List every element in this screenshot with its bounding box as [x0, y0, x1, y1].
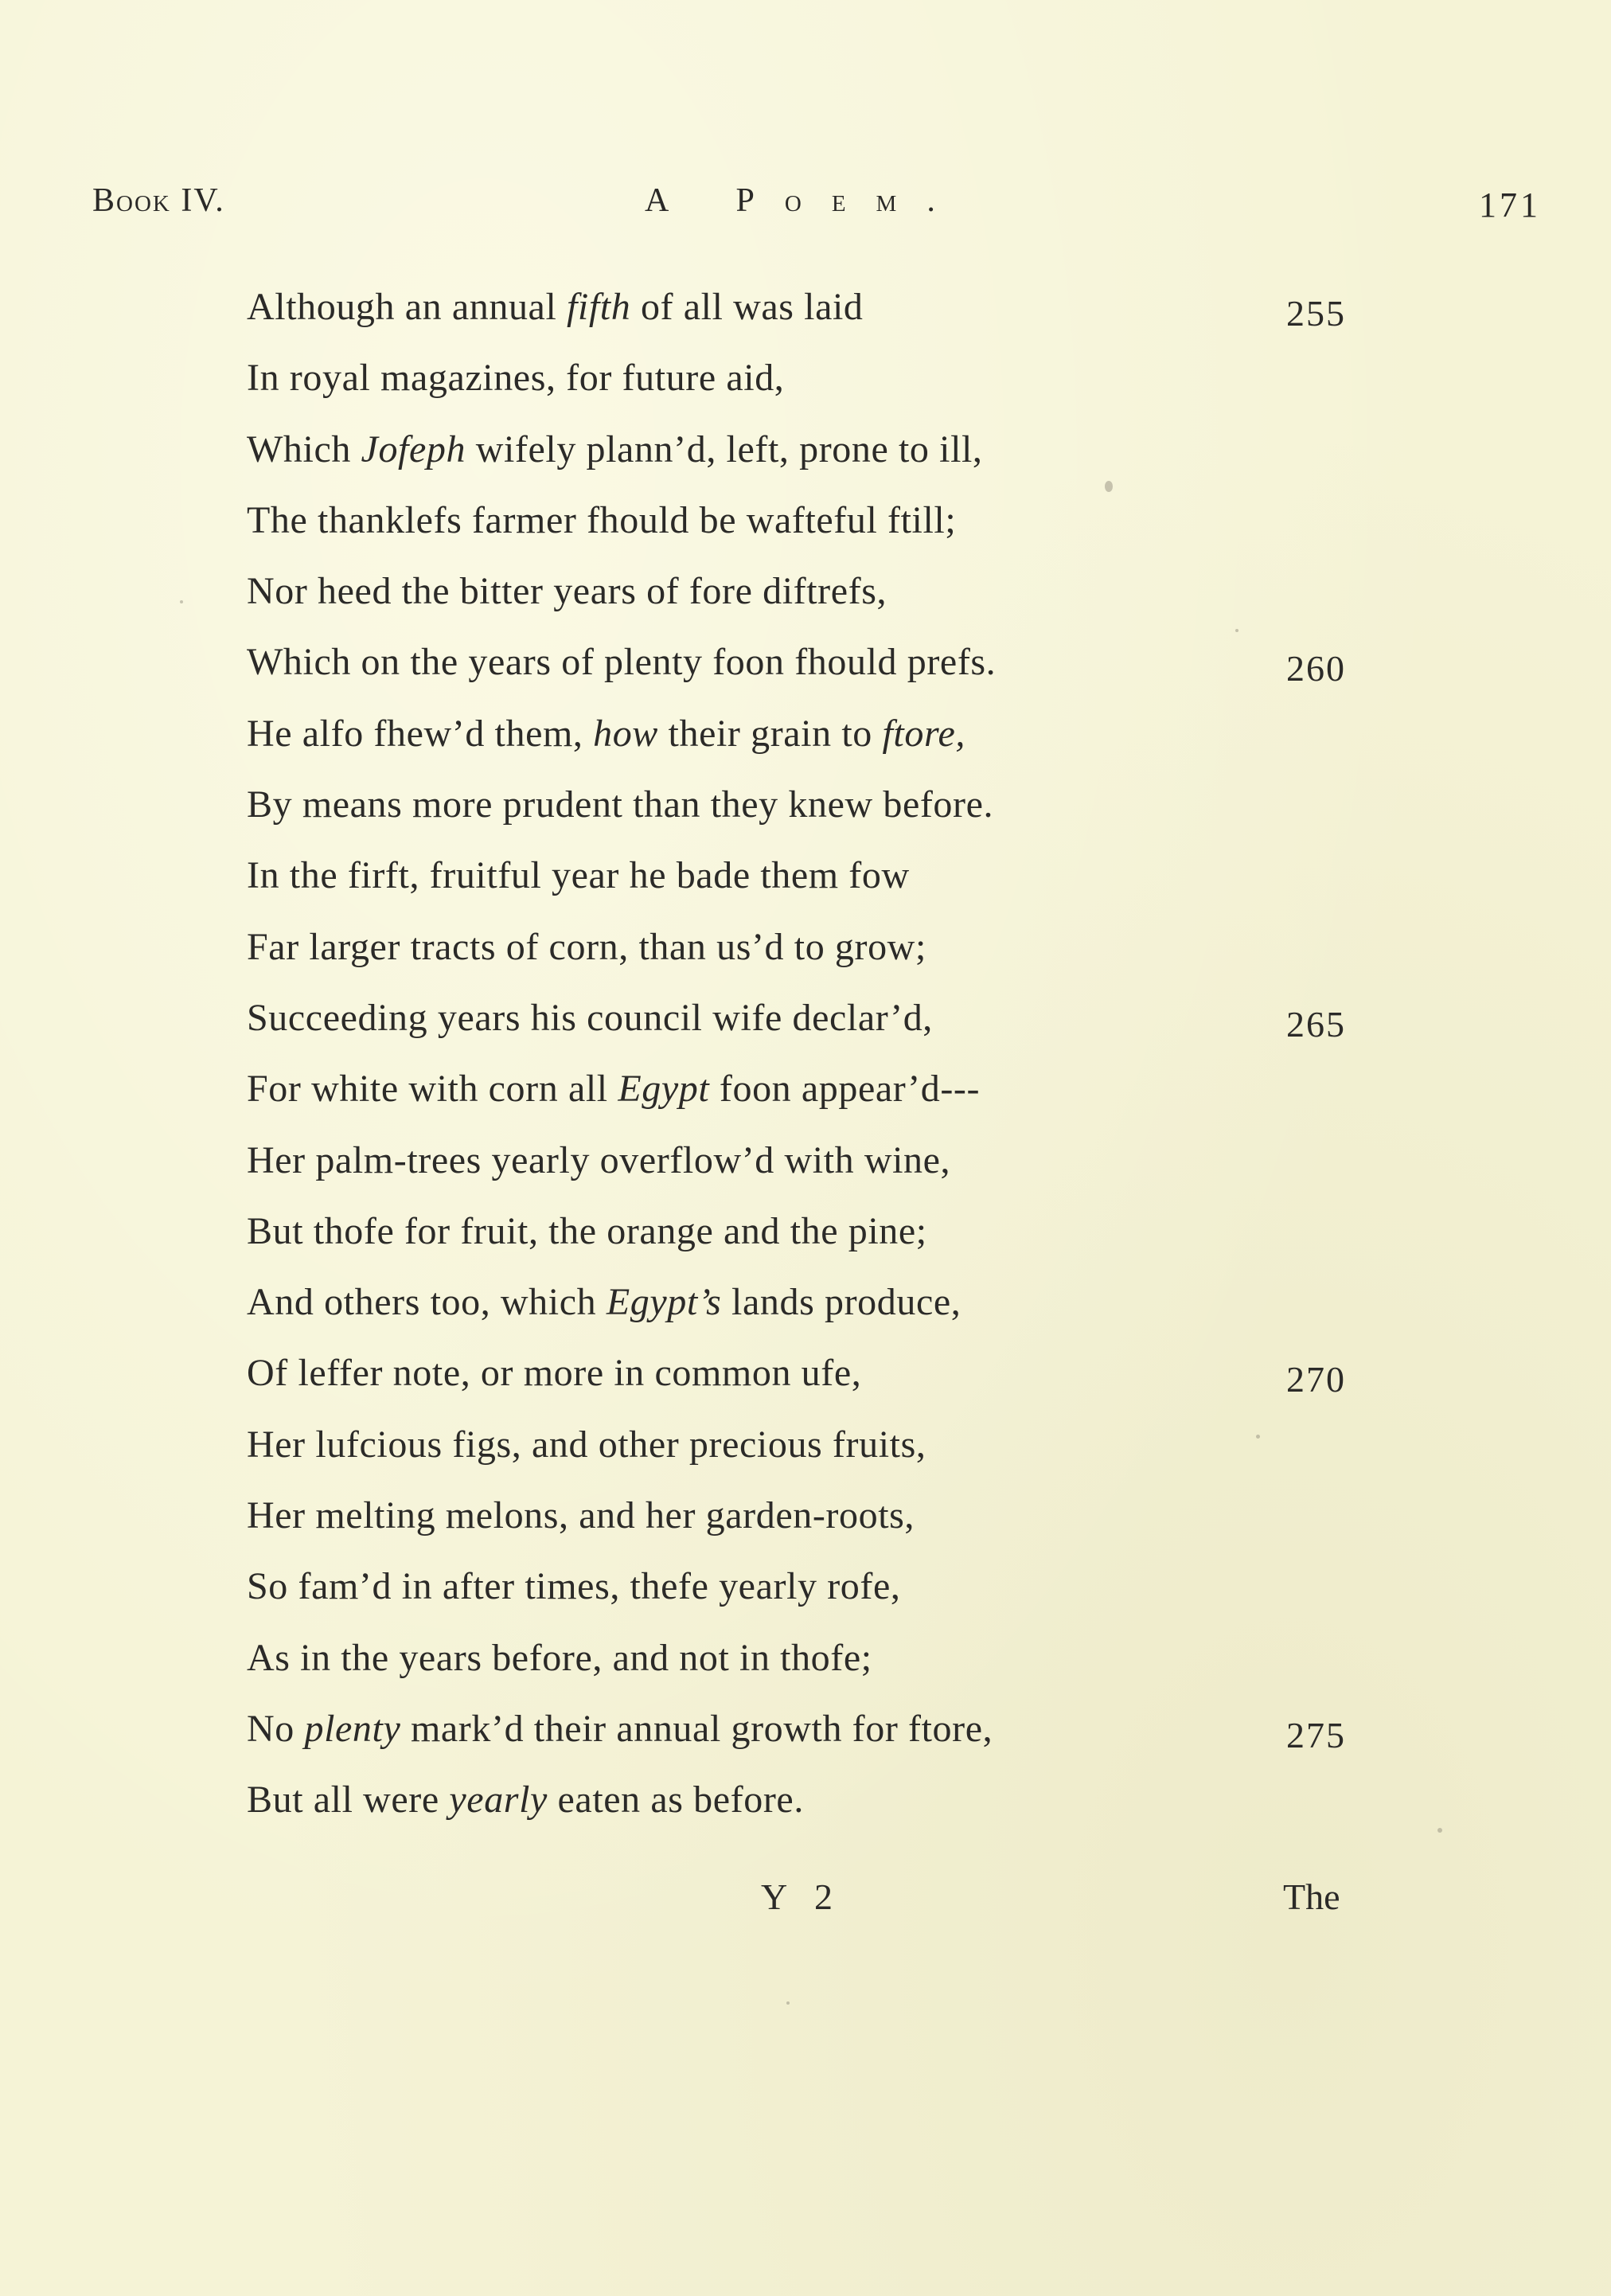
- running-header: [0, 182, 1611, 237]
- verse-text: As in the years before, and not in thofe;: [247, 1636, 872, 1679]
- paper-speck: [786, 2001, 790, 2005]
- paper-speck: [1256, 1435, 1260, 1439]
- verse-text: In royal magazines, for future aid,: [247, 357, 785, 400]
- book-word: Book: [92, 182, 171, 219]
- verse-line: [0, 568, 1611, 638]
- verse-line: [0, 1349, 1611, 1420]
- verse-line: [0, 354, 1611, 425]
- verse-text: The thanklefs farmer fhould be wafteful ftill;: [247, 498, 957, 541]
- verse-text: For white with corn all Egypt foon appear’d---: [247, 1068, 981, 1111]
- verse-line: [0, 283, 1611, 354]
- italic-word: ftore,: [882, 712, 965, 755]
- paper-speck: [180, 600, 183, 603]
- verse-line: [0, 923, 1611, 994]
- paper-speck: [1235, 629, 1238, 632]
- verse-text: Nor heed the bitter years of fore diftrefs,: [247, 570, 887, 613]
- verse-line: [0, 1208, 1611, 1279]
- italic-word: Egypt’s: [606, 1281, 722, 1324]
- verse-line: [0, 638, 1611, 709]
- verse-text: By means more prudent than they knew before.: [247, 783, 994, 826]
- italic-word: Jofeph: [361, 428, 466, 471]
- poem-body: [0, 283, 1611, 1848]
- verse-line: [0, 497, 1611, 568]
- verse-text: And others too, which Egypt’s lands produce,: [247, 1281, 962, 1324]
- page-number: 171: [1479, 185, 1541, 225]
- verse-line: [0, 426, 1611, 497]
- paper-speck: [1105, 481, 1113, 492]
- verse-line: [0, 781, 1611, 852]
- verse-line: [0, 852, 1611, 923]
- italic-word: yearly: [449, 1779, 548, 1822]
- page-footer: [0, 1876, 1611, 1931]
- verse-text: Succeeding years his council wife declar’d,: [247, 996, 933, 1039]
- italic-word: fifth: [567, 286, 631, 328]
- verse-text: Far larger tracts of corn, than us’d to grow;: [247, 925, 926, 968]
- catchword: The: [1283, 1876, 1340, 1917]
- verse-line: [0, 1065, 1611, 1136]
- italic-word: plenty: [304, 1707, 401, 1750]
- verse-line: [0, 710, 1611, 781]
- verse-line: [0, 1137, 1611, 1208]
- line-number: 275: [1286, 1714, 1346, 1755]
- verse-text: Her melting melons, and her garden-roots,: [247, 1494, 915, 1537]
- italic-word: how: [593, 712, 658, 755]
- verse-text: No plenty mark’d their annual growth for ftore,: [247, 1707, 993, 1750]
- signature-mark: Y 2: [761, 1876, 843, 1917]
- line-number: 260: [1286, 648, 1346, 689]
- verse-line: [0, 1776, 1611, 1847]
- italic-word: Egypt: [618, 1068, 710, 1111]
- verse-line: [0, 1492, 1611, 1563]
- book-label: [92, 182, 225, 220]
- line-number: 255: [1286, 293, 1346, 334]
- paper-speck: [1437, 1828, 1442, 1833]
- verse-line: [0, 1705, 1611, 1776]
- verse-line: [0, 1421, 1611, 1492]
- line-number: 265: [1286, 1003, 1346, 1045]
- verse-line: [0, 1634, 1611, 1705]
- verse-text: Her lufcious figs, and other precious fruits,: [247, 1423, 926, 1466]
- verse-text: So fam’d in after times, thefe yearly rofe,: [247, 1565, 901, 1608]
- verse-line: [0, 1279, 1611, 1349]
- line-number: 270: [1286, 1359, 1346, 1400]
- verse-text: Which on the years of plenty foon fhould prefs.: [247, 641, 997, 684]
- verse-text: He alfo fhew’d them, how their grain to ftore,: [247, 712, 965, 755]
- verse-text: Although an annual fifth of all was laid: [247, 286, 864, 328]
- verse-text: Her palm-trees yearly overflow’d with wine,: [247, 1138, 951, 1181]
- verse-line: [0, 994, 1611, 1065]
- verse-text: Of leffer note, or more in common ufe,: [247, 1352, 862, 1395]
- verse-text: Which Jofeph wifely plann’d, left, prone to ill,: [247, 428, 983, 471]
- verse-text: In the firft, fruitful year he bade them fow: [247, 854, 910, 897]
- verse-text: But all were yearly eaten as before.: [247, 1779, 804, 1822]
- verse-text: But thofe for fruit, the orange and the pine;: [247, 1209, 927, 1252]
- book-number: IV.: [181, 182, 225, 219]
- verse-line: [0, 1563, 1611, 1634]
- running-title: A Poem.: [645, 182, 965, 219]
